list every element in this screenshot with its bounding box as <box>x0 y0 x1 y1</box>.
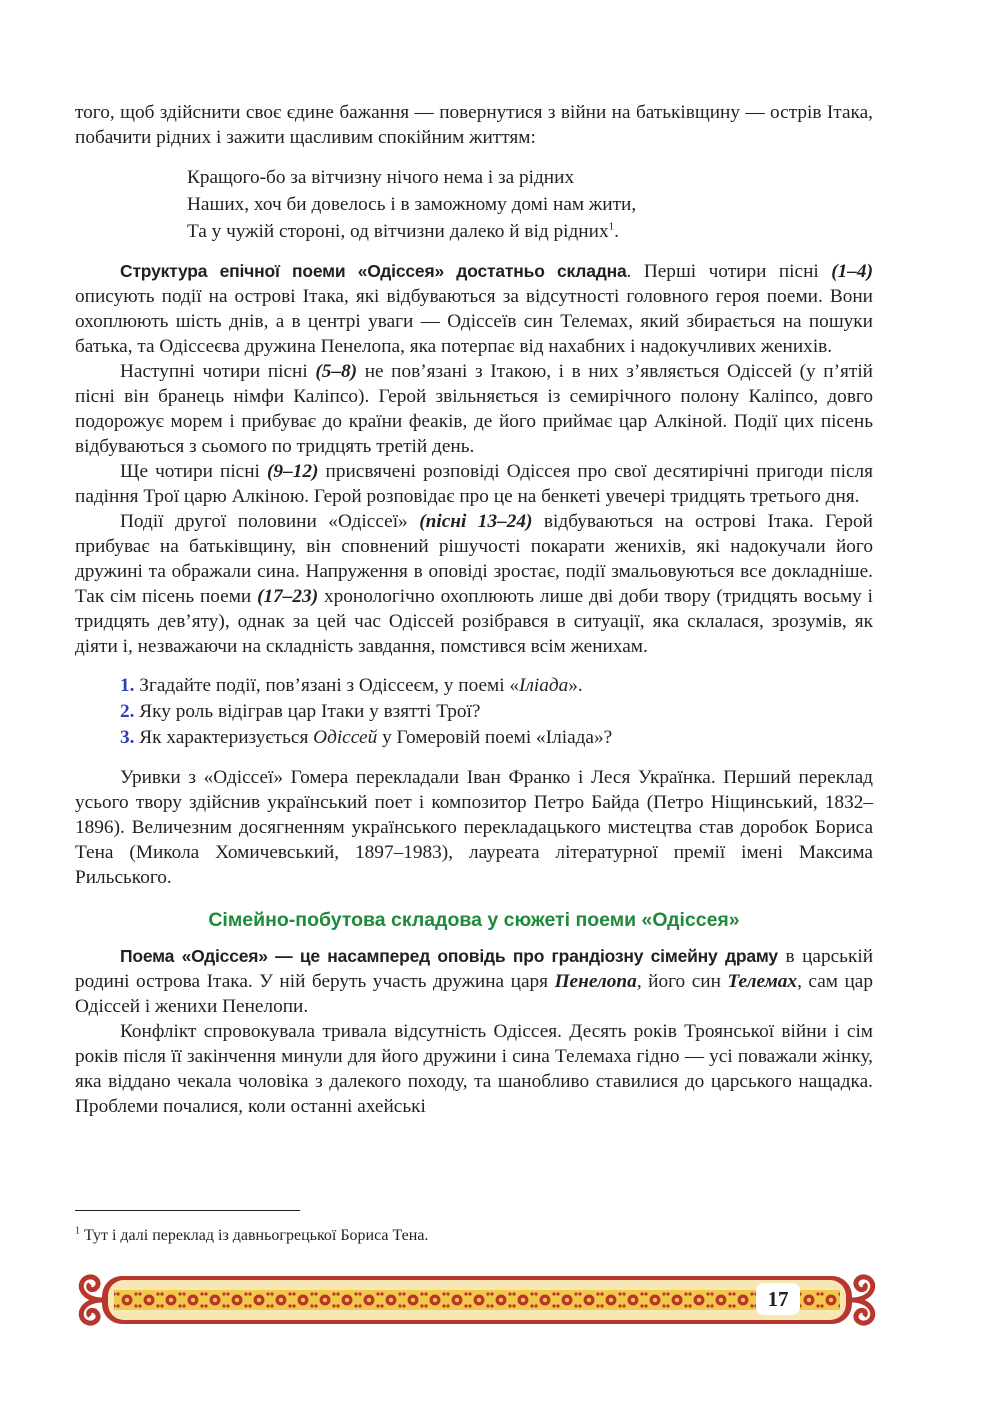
question-number: 3. <box>120 727 135 748</box>
verse-line: Кращого-бо за вітчизну нічого нема і за рідних <box>187 167 575 188</box>
paragraph <box>75 359 873 459</box>
text-run: не пов’язані з Ітакою, і в них з’являється Одіссей (у п’ятій пісні він бранець німфи Каліпсо). Герой звільняється із семирічного полону Каліпсо, довго подорожує морем і прибуває до країни феаків, де його приймає цар Алкіной. Події цих пісень відбуваються з сьомого по тридцять третій день. <box>75 361 873 457</box>
page-content <box>75 100 873 1119</box>
structure-paragraph <box>75 259 873 359</box>
verse-quote <box>187 164 873 245</box>
song-range: (9–12) <box>267 461 319 482</box>
text-run: присвячені розповіді Одіссея про свої десятирічні пригоди після падіння Трої царю Алкіною. Герой розповідає про це на бенкеті увечері тридцять третього дня. <box>75 461 873 507</box>
verse-period: . <box>614 221 619 242</box>
paragraph <box>75 509 873 659</box>
text-run: . Перші чотири пісні <box>626 261 832 282</box>
verse-line <box>187 218 873 245</box>
question-text: Яку роль відіграв цар Ітаки у взятті Трої? <box>134 701 481 722</box>
song-range: (5–8) <box>315 361 358 382</box>
question-item <box>120 673 873 699</box>
translations-paragraph: Уривки з «Одіссеї» Гомера перекладали Іван Франко і Леся Українка. Перший переклад усього твору здійснив український поет і композитор Петро Байда (Петро Ніщинський, 1832–1896). Величезним досягненням українського перекладацького мистецтва став доробок Бориса Тена (Микола Хомичевський, 1897–1983), лауреата літературної премії імені Максима Рильського. <box>75 767 873 888</box>
emphasis-lead: Поема «Одіссея» — це насамперед оповідь про грандіозну сімейну драму <box>120 946 778 966</box>
text-run: Наступні чотири пісні <box>120 361 316 382</box>
song-range: (1–4) <box>831 261 873 282</box>
title-italic: Іліада <box>519 675 569 696</box>
intro-paragraph: того, щоб здійснити своє єдине бажання — повернутися з війни на батьківщину — острів Ітака, побачити рідних і зажити щасливим спокійним життям: <box>75 102 873 148</box>
section-title: Сімейно-побутова складова у сюжеті поеми «Одіссея» <box>208 909 740 931</box>
question-number: 1. <box>120 675 135 696</box>
emphasis-lead: Структура епічної поеми «Одіссея» достатньо складна <box>120 261 627 281</box>
footnote-divider <box>75 1210 300 1211</box>
question-text: Згадайте події, пов’язані з Одіссеєм, у поемі « <box>134 675 520 696</box>
paragraph: Конфлікт спровокувала тривала відсутність Одіссея. Десять років Троянської війни і сім років після її закінчення минули для його дружини і сина Телемаха гідно — усі поважали жінку, яка віддано чекала чоловіка з далекого походу, та шанобливо ставилися до царського нащадка. Проблеми почалися, коли останні ахейські <box>75 1021 873 1117</box>
text-run: відбуваються на острові Ітака. Герой прибуває на батьківщину, він сповнений рішучості покарати женихів, які надокучали його дружині та ображали сина. Напруження в оповіді зростає, події змальовуються все докладніше. Так сім пісень поеми <box>75 511 873 607</box>
question-number: 2. <box>120 701 135 722</box>
text-run: в царській родині острова Ітака. У ній беруть участь дружина царя <box>75 946 874 992</box>
page-number: 17 <box>756 1283 800 1315</box>
text-run: , сам цар Одіссей і женихи Пенелопи. <box>75 971 874 1017</box>
paragraph <box>75 944 873 1019</box>
question-text: Як характеризується <box>134 727 314 748</box>
verse-line: Наших, хоч би довелось і в заможному домі нам жити, <box>187 194 637 215</box>
text-run: хронологічно охоплюють лише дві доби твору (тридцять восьму і тридцять дев’яту), однак за цей час Одіссей розібрався в ситуації, яка склалася, зрозумів, як діяти і, незважаючи на складність завдання, помстився всім женихам. <box>75 586 873 657</box>
paragraph <box>75 459 873 509</box>
character-name: Телемах <box>727 971 798 992</box>
text-run: , його син <box>636 971 728 992</box>
question-text: у Гомеровій поемі «Іліада»? <box>377 727 613 748</box>
question-item <box>120 725 873 751</box>
name-italic: Одіссей <box>313 727 378 748</box>
song-range: (пісні 13–24) <box>419 511 533 532</box>
question-item <box>120 699 873 725</box>
questions-list <box>120 673 873 751</box>
footnote <box>75 1226 428 1246</box>
footnote-text: Тут і далі переклад із давньогрецької Бориса Тена. <box>84 1227 429 1244</box>
text-run: описують події на острові Ітака, які відбуваються за відсутності головного героя поеми. Вони охоплюють шість днів, а в центрі уваги — Одіссеїв син Телемах, який збирається на пошуки батька, та Одіссеєва дружина Пенелопа, яка потерпає від нахабних і надокучливих женихів. <box>75 286 873 357</box>
character-name: Пенелопа <box>554 971 637 992</box>
question-text: ». <box>568 675 583 696</box>
verse-line-text: Та у чужій стороні, од вітчизни далеко й від рідних <box>187 221 609 242</box>
song-range: (17–23) <box>257 586 319 607</box>
text-run: Ще чотири пісні <box>120 461 268 482</box>
footnote-reference[interactable]: 1 <box>608 220 615 233</box>
text-run: Події другої половини «Одіссеї» <box>120 511 420 532</box>
footnote-mark: 1 <box>75 1225 80 1237</box>
